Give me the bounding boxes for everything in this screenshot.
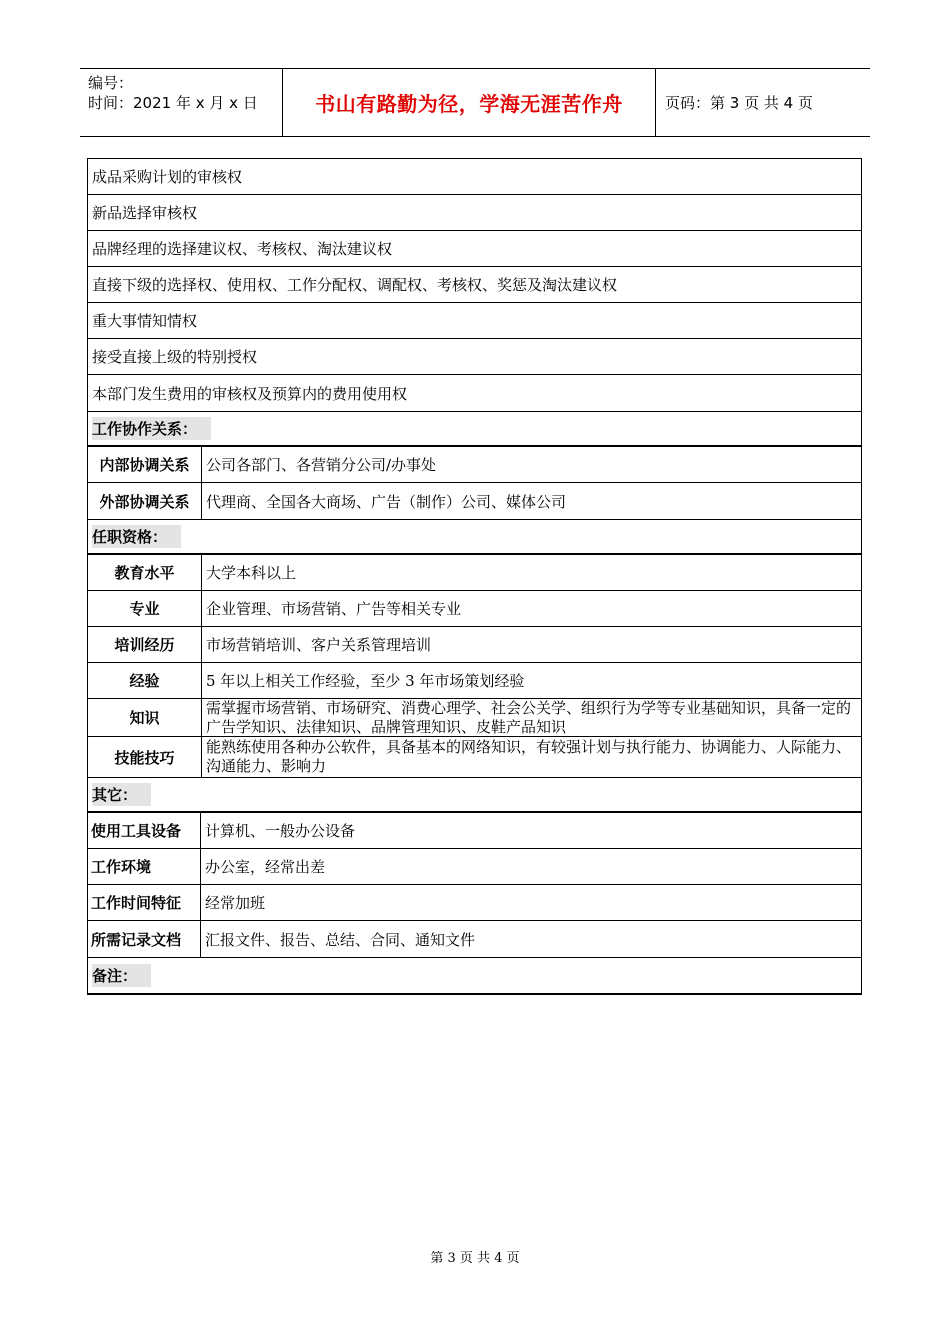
authority-row xyxy=(88,303,861,339)
authority-row xyxy=(88,339,861,375)
row-value: 企业管理、市场营销、广告等相关专业 xyxy=(206,600,462,618)
header-motto: 书山有路勤为径，学海无涯苦作舟 xyxy=(282,69,656,136)
row-label: 工作环境 xyxy=(88,849,201,884)
table-row xyxy=(88,483,861,519)
row-value: 办公室，经常出差 xyxy=(205,858,326,876)
row-value: 公司各部门、各营销分公司/办事处 xyxy=(206,456,437,474)
authority-item: 重大事情知情权 xyxy=(92,312,198,330)
header-meta xyxy=(80,69,282,136)
row-label: 外部协调关系 xyxy=(88,483,202,519)
page-footer: 第 3 页 共 4 页 xyxy=(430,1251,520,1266)
job-description-table xyxy=(87,158,862,995)
table-row xyxy=(88,627,861,663)
row-value: 需掌握市场营销、市场研究、消费心理学、社会公关学、组织行为学等专业基础知识，具备一定的广告学知识、法律知识、品牌管理知识、皮鞋产品知识 xyxy=(206,698,852,736)
section-title: 备注： xyxy=(92,964,151,987)
authority-item: 本部门发生费用的审核权及预算内的费用使用权 xyxy=(92,384,408,403)
doc-number-label: 编号： xyxy=(88,74,134,92)
row-label: 教育水平 xyxy=(88,555,202,590)
authority-item: 直接下级的选择权、使用权、工作分配权、调配权、考核权、奖惩及淘汰建议权 xyxy=(92,276,618,294)
row-value: 汇报文件、报告、总结、合同、通知文件 xyxy=(205,930,476,949)
authority-row xyxy=(88,231,861,267)
table-row xyxy=(88,447,861,483)
authority-item: 接受直接上级的特别授权 xyxy=(92,348,258,366)
row-value: 能熟练使用各种办公软件，具备基本的网络知识，有较强计划与执行能力、协调能力、人际能力、沟通能力、影响力 xyxy=(206,738,852,775)
row-value: 5 年以上相关工作经验，至少 3 年市场策划经验 xyxy=(206,672,525,690)
table-row xyxy=(88,849,861,885)
row-value: 代理商、全国各大商场、广告（制作）公司、媒体公司 xyxy=(206,492,567,511)
row-label: 技能技巧 xyxy=(88,737,202,777)
section-qual-header xyxy=(88,519,861,555)
header-page-number: 页码：第 3 页 共 4 页 xyxy=(665,94,813,112)
authority-row xyxy=(88,159,861,195)
table-row xyxy=(88,885,861,921)
section-title: 工作协作关系： xyxy=(92,417,211,440)
row-label: 所需记录文档 xyxy=(88,921,201,957)
row-label: 内部协调关系 xyxy=(88,447,202,482)
row-label: 专业 xyxy=(88,591,202,626)
authority-row xyxy=(88,267,861,303)
row-value: 计算机、一般办公设备 xyxy=(205,822,356,840)
row-label: 工作时间特征 xyxy=(88,885,201,920)
row-value: 市场营销培训、客户关系管理培训 xyxy=(206,636,432,654)
row-value: 大学本科以上 xyxy=(206,564,297,582)
section-title: 其它： xyxy=(92,783,151,806)
authority-item: 新品选择审核权 xyxy=(92,204,198,222)
authority-item: 品牌经理的选择建议权、考核权、淘汰建议权 xyxy=(92,240,393,258)
section-other-header xyxy=(88,777,861,813)
table-row xyxy=(88,737,861,777)
table-row xyxy=(88,663,861,699)
table-row xyxy=(88,555,861,591)
doc-time-label: 时间：2021 年 x 月 x 日 xyxy=(88,94,258,112)
section-title: 任职资格： xyxy=(92,525,181,548)
row-label: 经验 xyxy=(88,663,202,698)
row-label: 知识 xyxy=(88,699,202,736)
row-label: 使用工具设备 xyxy=(88,813,201,848)
row-value: 经常加班 xyxy=(205,894,266,912)
section-collab-header xyxy=(88,411,861,447)
table-row xyxy=(88,591,861,627)
row-label: 培训经历 xyxy=(88,627,202,662)
table-row xyxy=(88,699,861,737)
authority-row xyxy=(88,375,861,411)
table-row xyxy=(88,813,861,849)
authority-row xyxy=(88,195,861,231)
authority-item: 成品采购计划的审核权 xyxy=(92,168,243,186)
table-row xyxy=(88,921,861,957)
page-header xyxy=(80,68,870,137)
section-remarks-header xyxy=(88,957,861,993)
